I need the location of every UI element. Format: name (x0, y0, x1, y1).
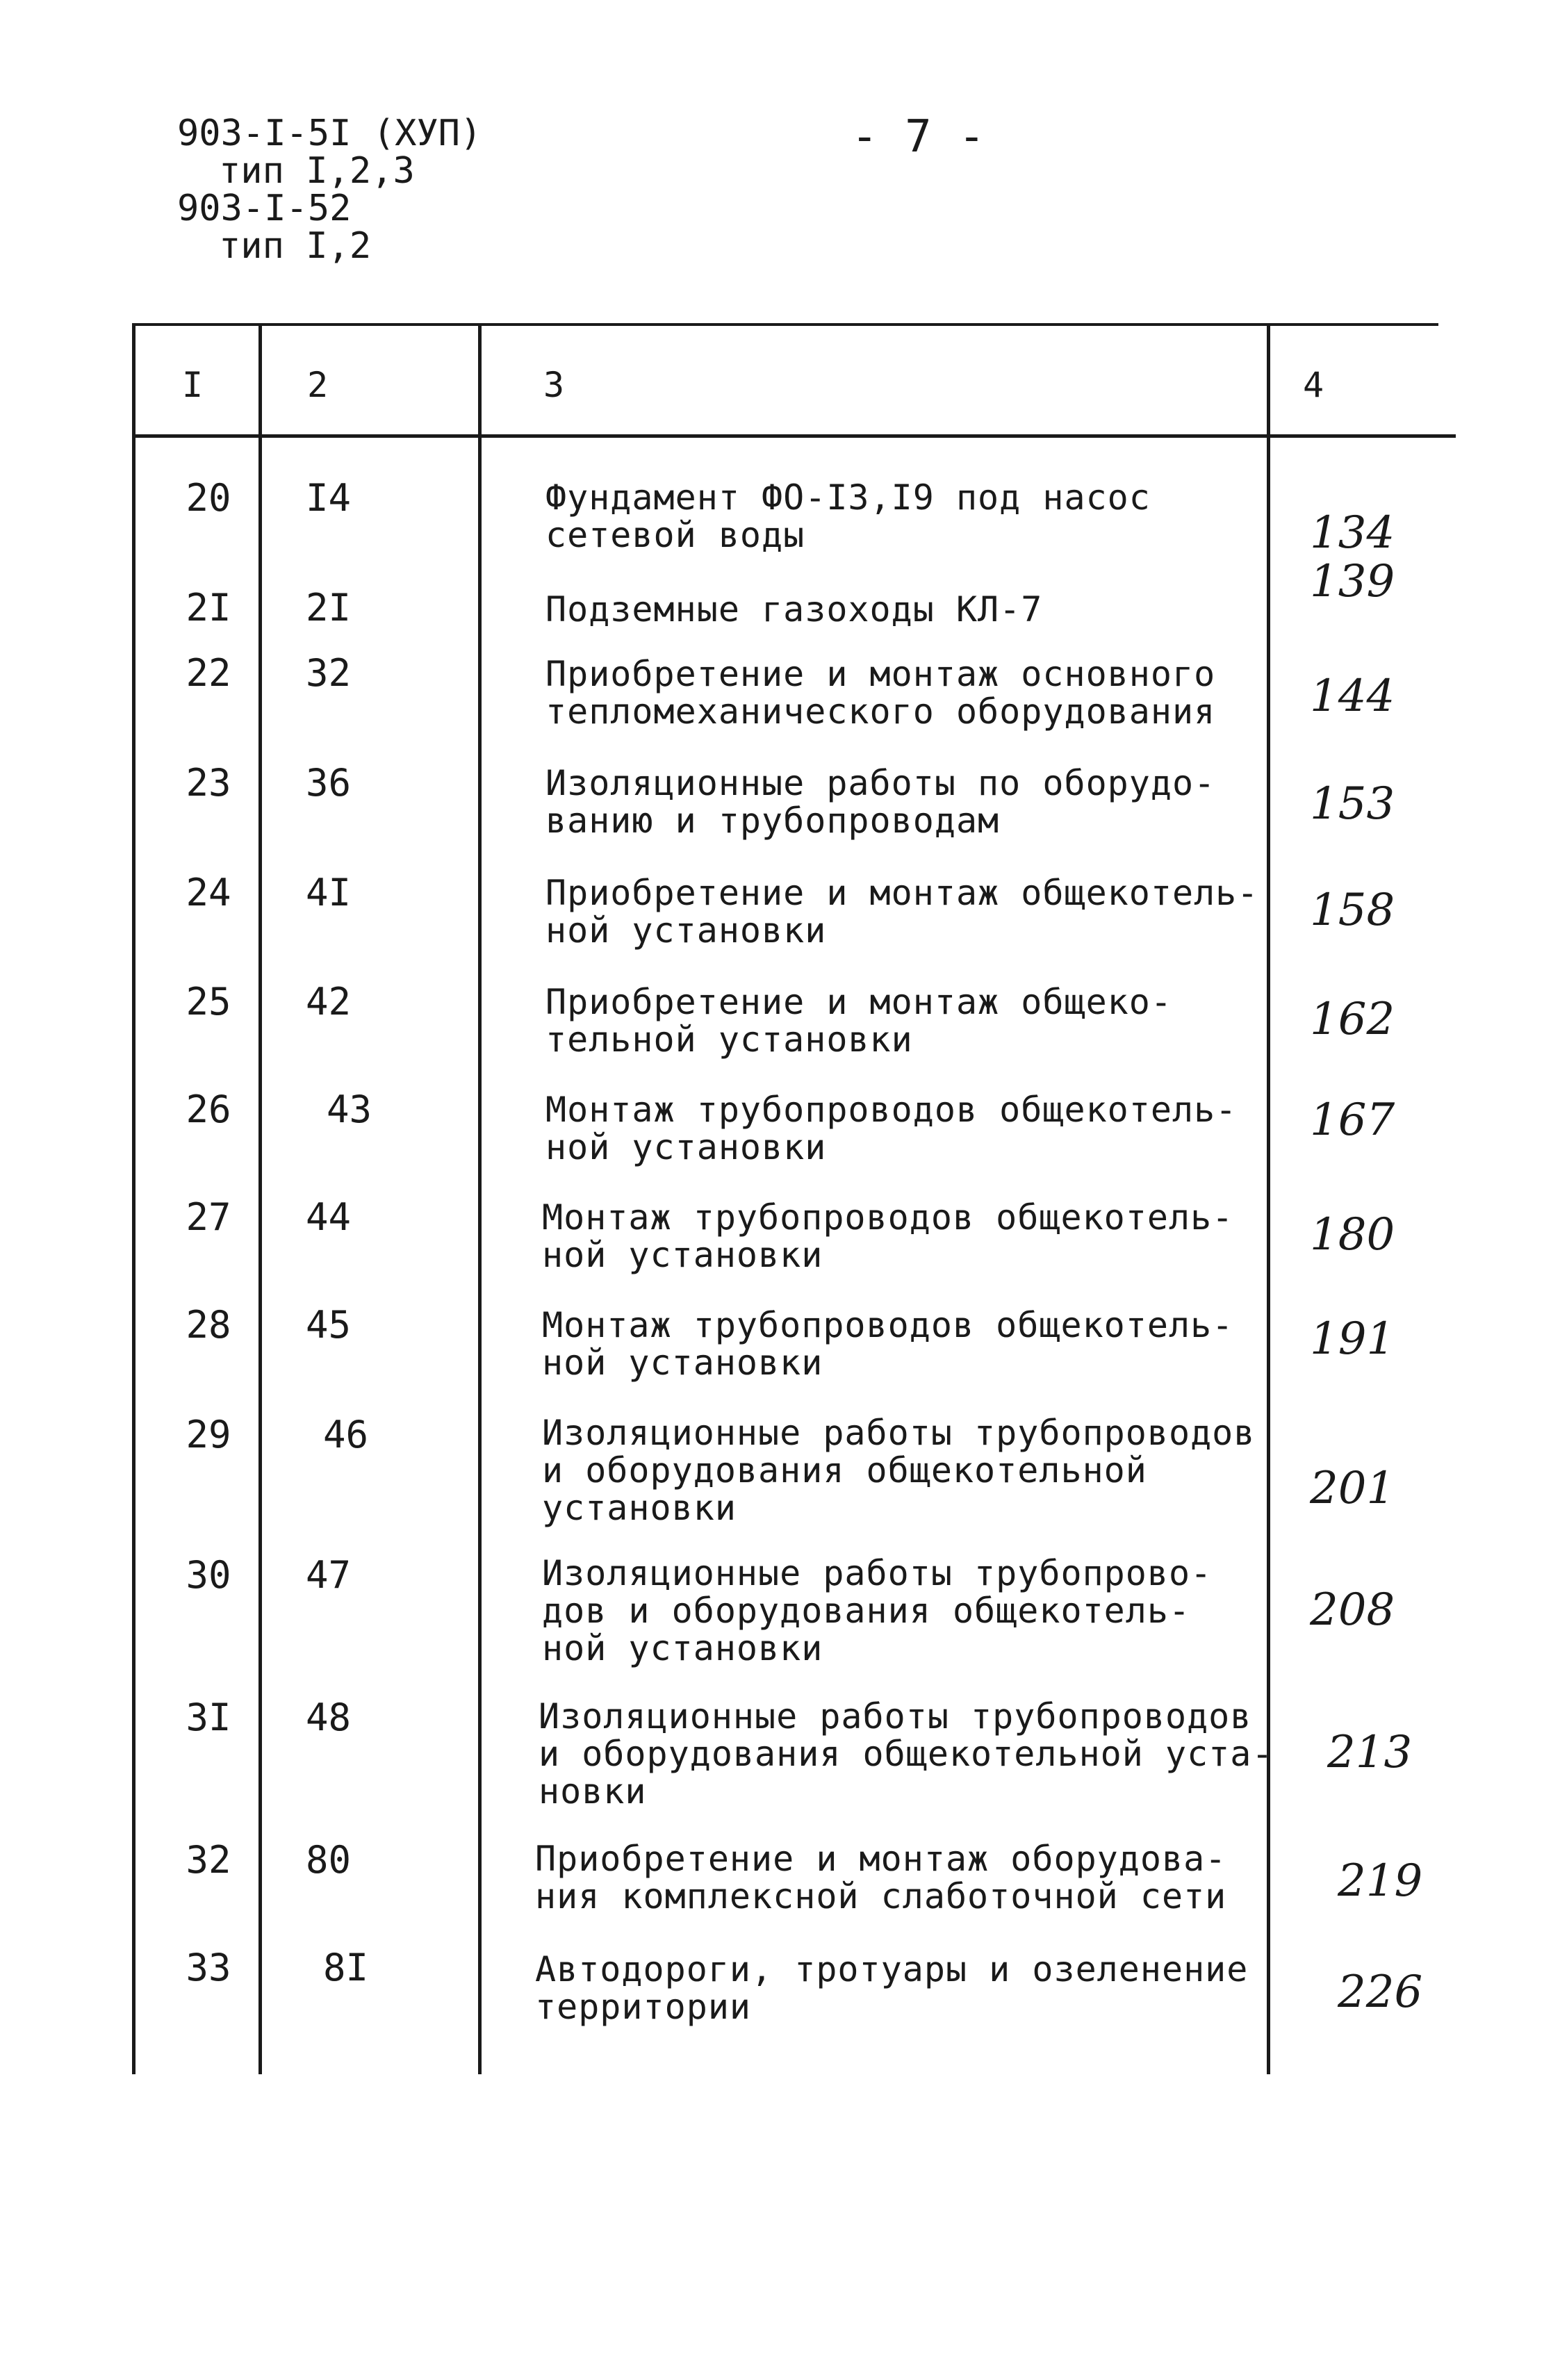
row-number: 27 (186, 1195, 231, 1239)
title-line: Монтаж трубопроводов общекотель- (542, 1197, 1234, 1238)
title-line: новки (539, 1771, 647, 1812)
row-number: 20 (186, 476, 231, 520)
column-header-4: 4 (1303, 365, 1324, 405)
sheet-number: 80 (306, 1838, 352, 1882)
page-ref: 226 (1338, 1967, 1423, 2018)
page-ref: 208 (1310, 1584, 1395, 1636)
title-line: ной установки (545, 1127, 827, 1167)
row-number: 33 (186, 1946, 231, 1989)
row-number: 24 (186, 871, 231, 914)
title-line: Изоляционные работы трубопроводов (542, 1413, 1256, 1453)
page-ref: 162 (1310, 994, 1395, 1045)
sheet-number: 36 (306, 761, 352, 805)
sheet-number: 48 (306, 1696, 352, 1739)
sheet-number: 42 (306, 980, 352, 1024)
code-line: тип I,2,3 (219, 150, 415, 192)
title-line: Приобретение и монтаж оборудова- (535, 1839, 1227, 1879)
title-line: Приобретение и монтаж общекотель- (545, 873, 1259, 913)
row-title (545, 764, 1215, 839)
page-ref: 139 (1310, 556, 1395, 607)
row-title (539, 1698, 1274, 1810)
column-header-1: I (182, 365, 204, 405)
column-divider (132, 323, 136, 2074)
code-line: тип I,2 (219, 225, 372, 267)
title-line: Монтаж трубопроводов общекотель- (545, 1090, 1238, 1130)
title-line: Монтаж трубопроводов общекотель- (542, 1305, 1234, 1345)
row-number: 29 (186, 1413, 231, 1456)
sheet-number: 44 (306, 1195, 352, 1239)
column-header-3: 3 (543, 365, 565, 405)
row-number: 28 (186, 1303, 231, 1347)
title-line: территории (535, 1987, 752, 2027)
sheet-number: 4I (306, 871, 352, 914)
row-number: 2I (186, 586, 231, 630)
row-title (535, 1951, 1248, 2026)
title-line: ной установки (542, 1343, 823, 1383)
page-ref: 144 (1310, 671, 1395, 722)
column-header-2: 2 (307, 365, 329, 405)
row-title (545, 655, 1215, 730)
row-title (542, 1199, 1233, 1274)
title-line: Приобретение и монтаж общеко- (545, 982, 1172, 1022)
row-number: 26 (186, 1088, 231, 1131)
title-line: Изоляционные работы по оборудо- (545, 763, 1216, 803)
document-codes (177, 115, 482, 265)
row-number: 3I (186, 1696, 231, 1739)
row-title (542, 1414, 1255, 1527)
page-ref: 213 (1327, 1727, 1413, 1778)
sheet-number: 46 (323, 1413, 369, 1456)
page-number: - 7 - (851, 111, 985, 163)
table-header-divider (132, 434, 1456, 438)
title-line: ной установки (545, 910, 827, 951)
row-title (545, 983, 1172, 1058)
title-line: ной установки (542, 1235, 823, 1275)
column-divider (478, 323, 482, 2074)
row-title (545, 591, 1042, 628)
title-line: дов и оборудования общекотель- (542, 1591, 1191, 1631)
row-number: 30 (186, 1553, 231, 1597)
row-title (542, 1306, 1233, 1381)
code-line: 903-I-5I (ХУП) (177, 113, 482, 154)
sheet-number: 8I (323, 1946, 369, 1989)
title-line: ной установки (542, 1628, 823, 1668)
row-number: 32 (186, 1838, 231, 1882)
title-line: установки (542, 1488, 737, 1528)
page-ref: 219 (1338, 1855, 1423, 1907)
row-title (542, 1554, 1212, 1667)
contents-table (132, 323, 1456, 2074)
sheet-number: 2I (306, 586, 352, 630)
title-line: сетевой воды (545, 515, 805, 555)
sheet-number: 43 (327, 1088, 372, 1131)
page-ref: 201 (1310, 1463, 1395, 1514)
page-ref: 134 (1310, 507, 1395, 559)
sheet-number: I4 (306, 476, 352, 520)
sheet-number: 45 (306, 1303, 352, 1347)
row-number: 22 (186, 651, 231, 695)
code-line: 903-I-52 (177, 188, 352, 229)
title-line: Фундамент ФО-I3,I9 под насос (545, 477, 1151, 518)
title-line: Изоляционные работы трубопрово- (542, 1553, 1213, 1593)
title-line: Приобретение и монтаж основного (545, 654, 1216, 694)
sheet-number: 32 (306, 651, 352, 695)
page-ref: 191 (1310, 1313, 1395, 1365)
title-line: Подземные газоходы КЛ-7 (545, 589, 1043, 630)
row-title (535, 1840, 1226, 1915)
title-line: Автодороги, тротуары и озеленение (535, 1949, 1249, 1989)
title-line: тепломеханического оборудования (545, 691, 1216, 732)
title-line: и оборудования общекотельной уста- (539, 1734, 1274, 1774)
column-divider (1267, 323, 1270, 2074)
title-line: и оборудования общекотельной (542, 1450, 1147, 1491)
row-number: 25 (186, 980, 231, 1024)
row-title (545, 874, 1258, 949)
title-line: Изоляционные работы трубопроводов (539, 1696, 1252, 1737)
sheet-number: 47 (306, 1553, 352, 1597)
page-ref: 153 (1310, 778, 1395, 830)
page-ref: 180 (1310, 1209, 1395, 1261)
row-title (545, 1091, 1237, 1166)
page-ref: 158 (1310, 885, 1395, 936)
title-line: ния комплексной слаботочной сети (535, 1876, 1227, 1917)
title-line: ванию и трубопроводам (545, 801, 1000, 841)
row-title (545, 479, 1151, 554)
table-top-border (132, 323, 1438, 326)
title-line: тельной установки (545, 1019, 913, 1060)
row-number: 23 (186, 761, 231, 805)
page-ref: 167 (1310, 1094, 1395, 1146)
